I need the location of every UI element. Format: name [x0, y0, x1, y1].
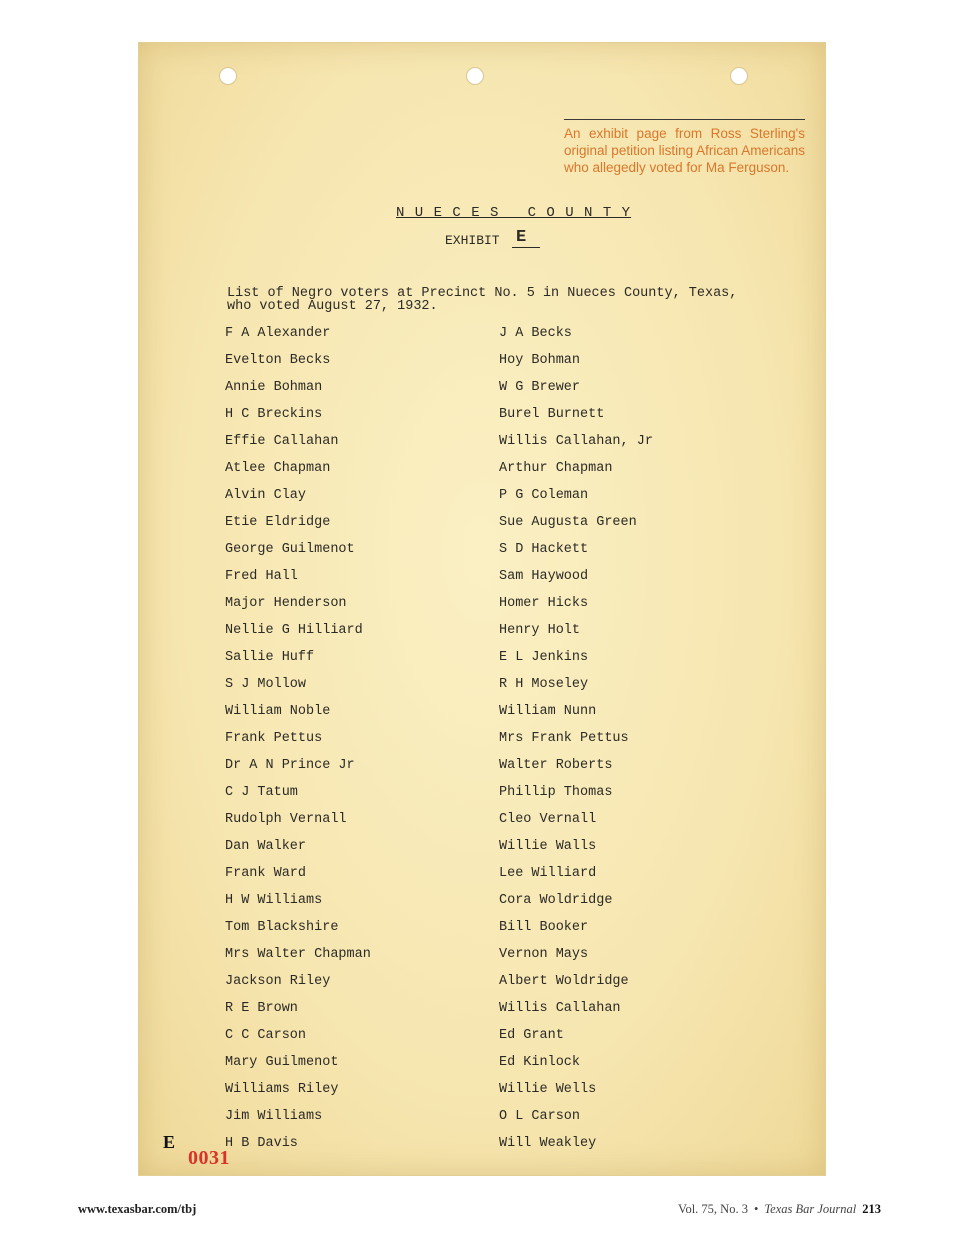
voter-list-right [499, 326, 653, 1163]
voter-name: W G Brewer [499, 380, 581, 395]
voter-name: Walter Roberts [499, 758, 613, 773]
voter-name: H W Williams [225, 893, 323, 908]
footer-journal: Texas Bar Journal [764, 1202, 857, 1216]
punch-hole-center [466, 67, 484, 85]
footer-volume: Vol. 75, No. 3 [678, 1202, 748, 1216]
voter-name: Sue Augusta Green [499, 515, 637, 530]
voter-name: Cleo Vernall [499, 812, 597, 827]
voter-name: R E Brown [225, 1001, 298, 1016]
voter-name: Henry Holt [499, 623, 581, 638]
exhibit-label: EXHIBIT [445, 233, 500, 248]
voter-name: J A Becks [499, 326, 572, 341]
voter-name: Homer Hicks [499, 596, 589, 611]
voter-name: Willie Wells [499, 1082, 597, 1097]
voter-name: Dan Walker [225, 839, 307, 854]
voter-name: Mrs Frank Pettus [499, 731, 629, 746]
voter-name: George Guilmenot [225, 542, 355, 557]
footer-citation [678, 1202, 881, 1217]
stamp-number: 0031 [188, 1147, 230, 1169]
voter-name: Alvin Clay [225, 488, 307, 503]
county-heading: N U E C E S C O U N T Y [396, 205, 632, 221]
voter-list-left [225, 326, 371, 1163]
margin-mark: E [163, 1132, 176, 1152]
voter-name: Willis Callahan [499, 1001, 621, 1016]
voter-name: S D Hackett [499, 542, 589, 557]
voter-name: Willis Callahan, Jr [499, 434, 653, 449]
footer-bullet: • [753, 1202, 759, 1216]
caption-rule [564, 119, 805, 120]
voter-name: Rudolph Vernall [225, 812, 347, 827]
voter-name: Effie Callahan [225, 434, 339, 449]
voter-name: Albert Woldridge [499, 974, 629, 989]
voter-name: Hoy Bohman [499, 353, 581, 368]
voter-name: Frank Ward [225, 866, 307, 881]
punch-hole-right [730, 67, 748, 85]
voter-name: Ed Kinlock [499, 1055, 581, 1070]
voter-name: Atlee Chapman [225, 461, 331, 476]
voter-name: Will Weakley [499, 1136, 597, 1151]
voter-name: O L Carson [499, 1109, 581, 1124]
voter-name: Cora Woldridge [499, 893, 613, 908]
voter-name: Jim Williams [225, 1109, 323, 1124]
voter-name: R H Moseley [499, 677, 589, 692]
voter-name: William Noble [225, 704, 331, 719]
voter-name: Sallie Huff [225, 650, 315, 665]
voter-name: Jackson Riley [225, 974, 331, 989]
voter-name: Evelton Becks [225, 353, 331, 368]
voter-name: H B Davis [225, 1136, 298, 1151]
voter-name: H C Breckins [225, 407, 323, 422]
voter-name: Tom Blackshire [225, 920, 339, 935]
voter-name: C C Carson [225, 1028, 307, 1043]
voter-name: F A Alexander [225, 326, 331, 341]
voter-name: P G Coleman [499, 488, 589, 503]
exhibit-letter: E [512, 228, 540, 248]
page-number: 213 [862, 1202, 881, 1216]
voter-name: C J Tatum [225, 785, 298, 800]
voter-name: Lee Williard [499, 866, 597, 881]
voter-name: Sam Haywood [499, 569, 589, 584]
footer-url[interactable]: www.texasbar.com/tbj [78, 1202, 197, 1216]
voter-name: Etie Eldridge [225, 515, 331, 530]
voter-name: Phillip Thomas [499, 785, 613, 800]
voter-name: Bill Booker [499, 920, 589, 935]
voter-name: Vernon Mays [499, 947, 589, 962]
voter-name: Ed Grant [499, 1028, 564, 1043]
voter-name: William Nunn [499, 704, 597, 719]
voter-name: Williams Riley [225, 1082, 339, 1097]
voter-name: Major Henderson [225, 596, 347, 611]
voter-name: Nellie G Hilliard [225, 623, 363, 638]
voter-name: Mrs Walter Chapman [225, 947, 371, 962]
voter-name: Burel Burnett [499, 407, 605, 422]
voter-name: Dr A N Prince Jr [225, 758, 355, 773]
voter-name: Mary Guilmenot [225, 1055, 339, 1070]
exhibit-document [138, 42, 826, 1176]
list-intro: List of Negro voters at Precinct No. 5 in Nueces County, Texas, who voted August 27, 1932. [227, 286, 738, 314]
photo-caption: An exhibit page from Ross Sterling's original petition listing African Americans who allegedly voted for Ma Ferguson. [564, 126, 805, 175]
voter-name: Fred Hall [225, 569, 298, 584]
punch-hole-left [219, 67, 237, 85]
voter-name: Frank Pettus [225, 731, 323, 746]
voter-name: Annie Bohman [225, 380, 323, 395]
voter-name: Arthur Chapman [499, 461, 613, 476]
voter-name: S J Mollow [225, 677, 307, 692]
voter-name: E L Jenkins [499, 650, 589, 665]
voter-name: Willie Walls [499, 839, 597, 854]
